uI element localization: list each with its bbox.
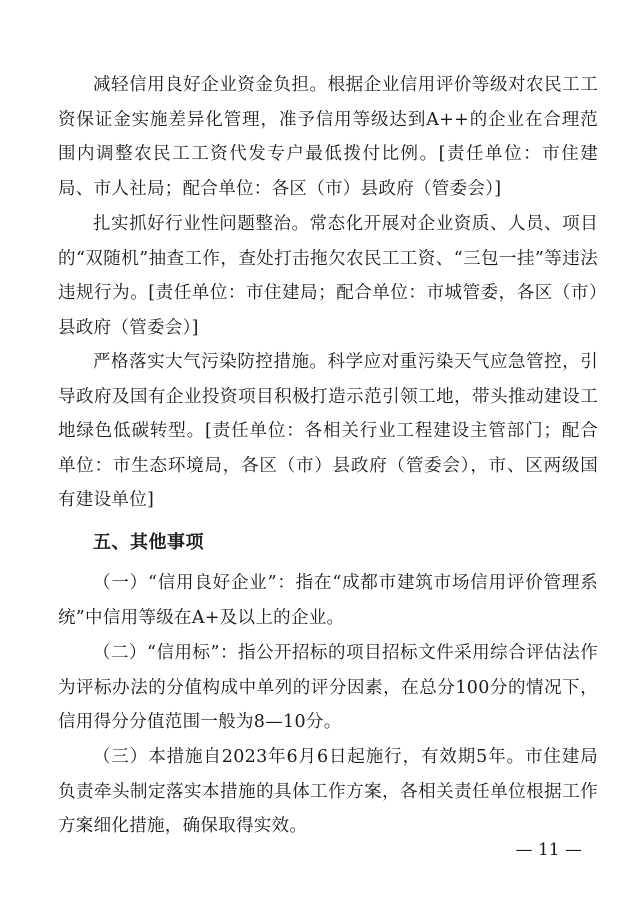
paragraph-air-pollution-control: 严格落实大气污染防控措施。科学应对重污染天气应急管控，引导政府及国有企业投资项目积极打造示范引领工地，带头推动建设工地绿色低碳转型。[责任单位：各相关行业工程建设主管部门；配合单位：市生态环境局，各区（市）县政府（管委会），市、区两级国有建设单位] — [58, 352, 598, 510]
item-effective-date: （三）本措施自2023年6月6日起施行，有效期5年。市住建局负责牵头制定落实本措施的具体工作方案，各相关责任单位根据工作方案细化措施，确保取得实效。 — [58, 747, 598, 836]
paragraph-industry-rectification: 扎实抓好行业性问题整治。常态化开展对企业资质、人员、项目的“双随机”抽查工作，查处打击拖欠农民工工资、“三包一挂”等违法违规行为。[责任单位：市住建局；配合单位：市城管委，各区（市）县政府（管委会）] — [58, 214, 598, 338]
section-heading-other-matters: 五、其他事项 — [93, 532, 204, 553]
paragraph-credit-enterprise-burden: 减轻信用良好企业资金负担。根据企业信用评价等级对农民工工资保证金实施差异化管理，准予信用等级达到A++的企业在合理范围内调整农民工工资代发专户最低拨付比例。[责任单位：市住建局、市人社局；配合单位：各区（市）县政府（管委会）] — [58, 75, 598, 199]
item-credit-bid: （二）“信用标”：指公开招标的项目招标文件采用综合评估法作为评标办法的分值构成中单列的评分因素，在总分100分的情况下，信用得分分值范围一般为8—10分。 — [58, 643, 598, 732]
page-number: — 11 — — [515, 840, 582, 860]
item-credit-good-enterprise: （一）“信用良好企业”：指在“成都市建筑市场信用评价管理系统”中信用等级在A+及以上的企业。 — [58, 573, 598, 628]
